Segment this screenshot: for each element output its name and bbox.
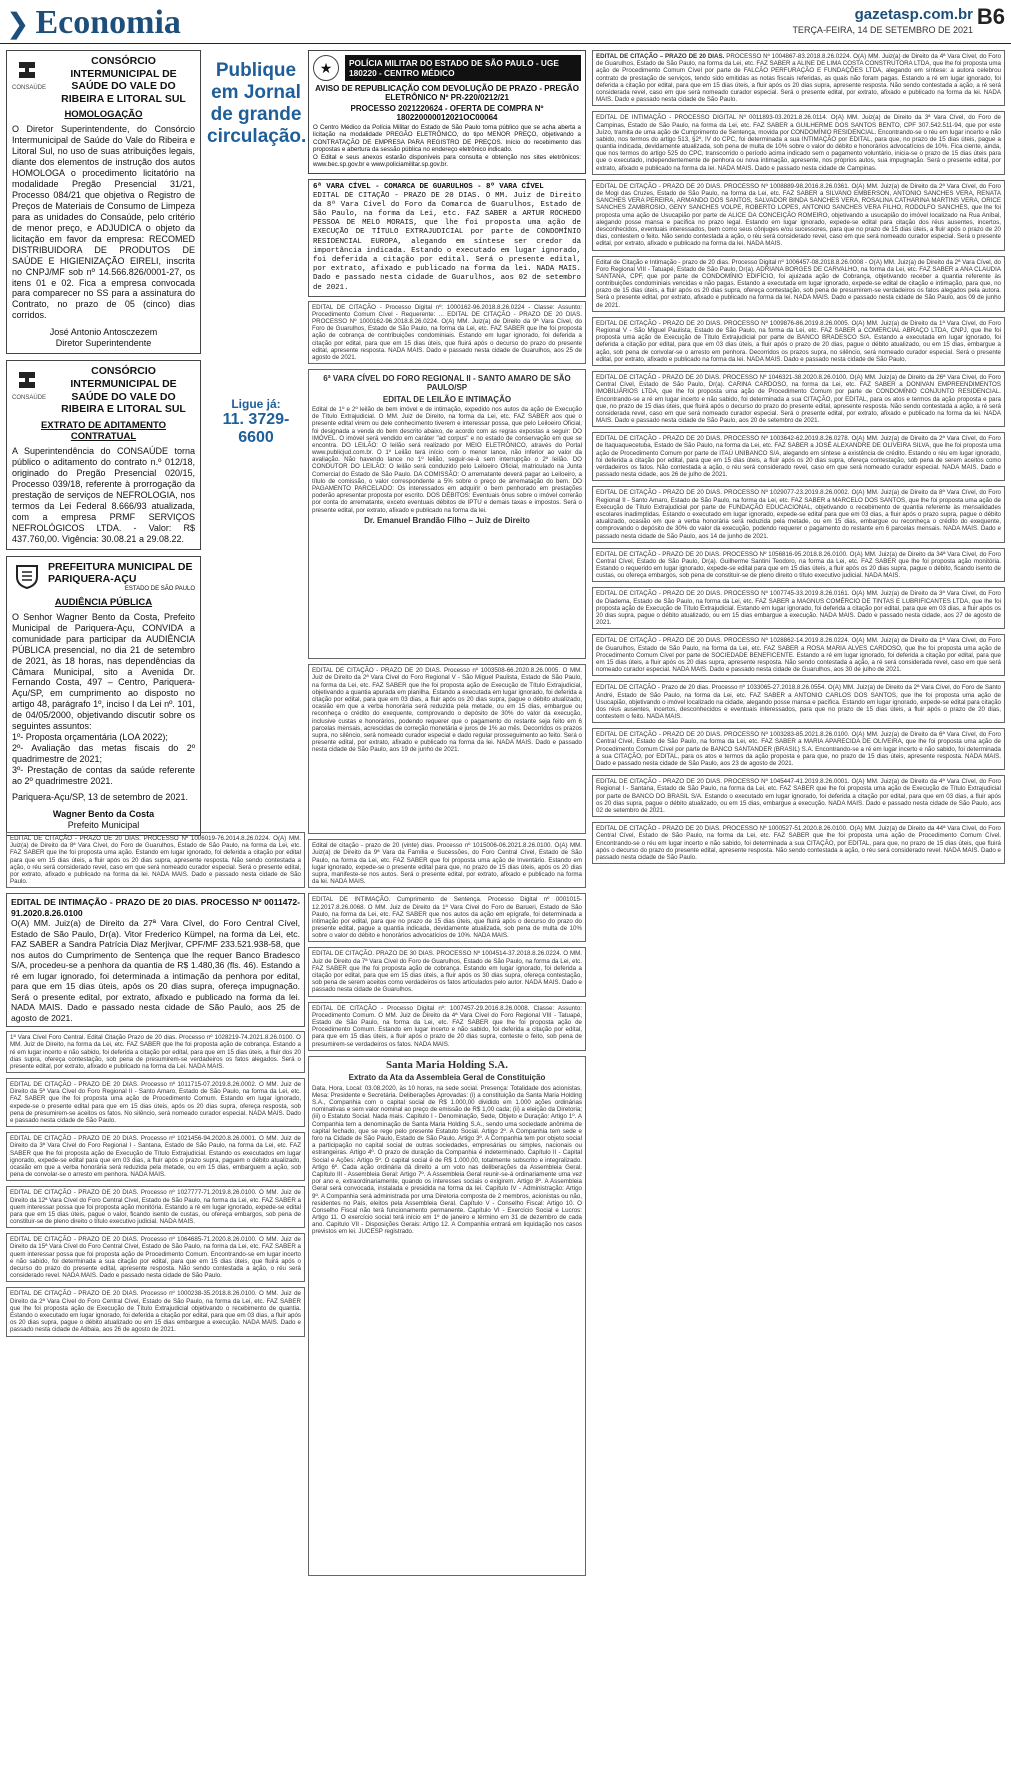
policia-militar-notice	[308, 50, 586, 174]
edital-block: EDITAL DE CITAÇÃO. PRAZO DE 30 DIAS. PROCESSO Nº 1004514-37.2018.8.26.0224. O MM. Juiz de Direito da 7ª Vara Cível do Foro de Guarulhos, Estado de São Paulo, na forma da Lei, etc. FAZ SABER que lhe foi proposta ação de cobrança. Estando em lugar ignorado, foi deferida a citação por edital, para que em 15 dias úteis, a fluir após os 30 dias supra, ofereça contestação, sob pena de serem aceitos como verdadeiros os fatos articulados pelo autor. NADA MAIS. Dado e passado nesta cidade de Guarulhos.	[308, 947, 586, 996]
edital-intimacao-block	[6, 893, 305, 1027]
notice-title: CONSÓRCIO INTERMUNICIPAL DE SAÚDE DO VALE DO RIBEIRA E LITORAL SUL	[61, 365, 186, 416]
notice-title: 6ª VARA CÍVEL - COMARCA DE GUARULHOS - 8º VARA CÍVEL	[313, 182, 544, 191]
edital-block: EDITAL DE CITAÇÃO - Prazo de 20 dias. Processo nº 1033065-27.2018.8.26.0554. O(A) MM. Juiz(a) de Direito da 2ª Vara Cível, do Foro de Santo André, Estado de São Paulo, na forma da Lei, etc. FAZ SABER a ANTONIO CARLOS DOS SANTOS, que lhe foi proposta uma ação de Usucapião, objetivando o imóvel localizado na cidade, alegando posse mansa e pacífica. Estando em lugar ignorado, expede-se edital para citação dos réus ausentes, incertos, desconhecidos e eventuais interessados, para que no prazo de 15 dias úteis, a fluir após o prazo de 20 dias, contestem o feito. NADA MAIS.	[592, 681, 1005, 723]
edital-block: EDITAL DE CITAÇÃO - PRAZO DE 20 DIAS. Processo nº 1021456-94.2020.8.26.0001. O MM. Juiz de Direito da 3ª Vara Cível do Foro Regional I - Santana, Estado de São Paulo, na forma da Lei, etc. FAZ SABER que lhe foi proposta ação de Execução de Título Extrajudicial. Estando os executados em lugar ignorado, expede-se edital para que em 03 dias, a fluir após o prazo supra, paguem o débito atualizado, ocasião em que a verba honorária será reduzida pela metade, ou em 15 dias, embarguem a ação, sob pena de convolar-se o arresto em penhora. NADA MAIS.	[6, 1132, 305, 1181]
signer-role: Diretor Superintendente	[55, 338, 152, 349]
edital-closing: NADA MAIS. Dado e passado nesta cidade de São Paulo	[596, 88, 1001, 104]
section-title	[6, 4, 181, 42]
guarulhos-citacao-notice	[308, 179, 586, 297]
consaude-logo-text: CONSAÚDE	[12, 395, 47, 402]
edital-block: EDITAL DE CITAÇÃO - PRAZO DE 20 DIAS. Processo nº 1027777-71.2019.8.26.0100. O MM. Juiz de Direito da 12ª Vara Cível do Foro Central Cível, Estado de São Paulo, na forma da Lei, etc. FAZ SABER a quem interessar possa que foi proposta ação monitória. Estando a ré em lugar ignorado, expede-se edital para que em 15 dias úteis, pague o valor, ficando isento de custas, ou ofereça embargos, sob pena de constituir-se de pleno direito o título executivo judicial. NADA MAIS.	[6, 1186, 305, 1228]
place-date: Pariquera-Açu/SP, 13 de setembro de 2021.	[12, 792, 188, 803]
edital-block: EDITAL DE CITAÇÃO - PRAZO DE 20 DIAS. PROCESSO Nº 1056816-95.2018.8.26.0100. O(A) MM. Juiz(a) de Direito da 34ª Vara Cível, do Foro Central Cível, Estado de São Paulo, Dr(a). Guilherme Santini Teodoro, na forma da Lei, etc. FAZ SABER que lhe foi proposta ação monitória. Estando o requerido em lugar ignorado, expede-se edital para que em 15 dias úteis, a fluir após os 20 dias supra, pague o débito, ficando isento de custas, ou ofereça embargos, sob pena de constituir-se de pleno direito o título executivo judicial. NADA MAIS.	[592, 548, 1005, 583]
consaude-logo	[12, 55, 195, 105]
page-number: B6	[976, 4, 1005, 29]
consaude-logo-text: CONSAÚDE	[12, 85, 47, 91]
notice-body: Data, Hora, Local: 03.08.2020, às 10 horas, na sede social. Presença: Totalidade dos acionistas. Mesa: Presidente e Secretária. Deliberações Aprovadas: (i) a constituição da Santa Maria Holding S.A., Companhia com o capital social de R$ 1.000,00 dividido em 1.000 ações ordinárias nominativas e sem valor nominal ao preço de emissão de R$ 1,00 cada; (ii) a eleição da Diretoria; (iii) o Estatuto Social. Nada mais. Capítulo I - Denominação, Sede, Objeto e Duração: Artigo 1º. A Companhia tem a denominação de Santa Maria Holding S.A., sendo uma sociedade anônima de capital fechado, que se rege pelo presente Estatuto Social. Artigo 2º. A Companhia tem sede e foro na Cidade de São Paulo, Estado de São Paulo. Artigo 3º. A Companhia tem por objeto social a participação no capital social de outras sociedades, empresárias ou simples, nacionais ou estrangeiras. Artigo 4º. O prazo de duração da Companhia é indeterminado. Capítulo II - Capital Social e Ações: Artigo 5º. O capital social é de R$ 1.000,00, totalmente subscrito e integralizado. Artigo 6º. Cada ação ordinária dá direito a um voto nas deliberações da Assembleia Geral. Capítulo III - Assembleia Geral: Artigo 7º. A Assembleia Geral reunir-se-á ordinariamente uma vez por ano e, extraordinariamente, quando os interesses sociais o exigirem. Artigo 8º. A Assembleia Geral será convocada, instalada e presidida na forma da lei. Capítulo IV - Administração: Artigo 9º. A Companhia será administrada por uma Diretoria composta de 2 membros, acionistas ou não, residentes no País, eleitos pela Assembleia Geral. Capítulo V - Conselho Fiscal: Artigo 10. O Conselho Fiscal não terá funcionamento permanente. Capítulo VI - Exercício Social e Lucros: Artigo 11. O exercício social terá início em 1º de janeiro e término em 31 de dezembro de cada ano. Capítulo VII - Disposições Gerais: Artigo 12. A Companhia entrará em liquidação nos casos previstos em lei. JUCESP registrado.	[312, 1084, 582, 1236]
site-url[interactable]: gazetasp.com.br	[854, 6, 973, 23]
edital-block: EDITAL DE CITAÇÃO - PRAZO DE 20 DIAS. Processo nº 1011715-07.2019.8.26.0002. O MM. Juiz de Direito da 5ª Vara Cível do Foro Regional II - Santo Amaro, Estado de São Paulo, na forma da Lei, etc. FAZ SABER que lhe foi proposta uma ação de Procedimento Comum. Estando em lugar ignorado, expede-se o presente edital para que em 15 dias úteis, após os 20 dias supra, ofereça resposta, sob pena de presumirem-se aceitos os fatos. No silêncio, será nomeado curador especial. NADA MAIS. Dado e passado nesta cidade de São Paulo.	[6, 1078, 305, 1127]
notice-body: O Senhor Wagner Bento da Costa, Prefeito Municipal de Pariquera-Açu, CONVIDA a comunidade para participar da AUDIÊNCIA PÚBLICA presencial, no dia 21 de setembro de 2021, às 18 horas, nas dependências da Câmara Municipal, sito a Avenida Dr. Fernando Costa, 497 – Centro, Pariquera-Açu/SP, em cumprimento ao disposto no artigo 48, parágrafo 1º, inciso I da Lei nº. 101, de 04/05/2000, objetivando discutir sobre os seguintes assuntos:	[12, 611, 195, 732]
phone-label: Ligue já:	[231, 397, 281, 412]
edital-block: EDITAL DE CITAÇÃO - PRAZO DE 20 DIAS. PROCESSO Nº 1008889-98.2016.8.26.0361. O(A) MM. Juiz(a) de Direito da 2ª Vara Cível, do Foro de Mogi das Cruzes, Estado de São Paulo, na forma da Lei, etc. FAZ SABER a SILVANO EMBERSON, ANTONIO SANCHES VERA, RENATA SANCHES VERA PEREIRA, ARMANDO DOS SANTOS, SALVADOR BINDA SANCHES VERA, ROSALINA CATHARINA MARTINS VERA, ORICE SANCHES ZAMBROSIO, GENY SANCHES VOLPE, ROBERTO LOPES, ANTONIO SANCHES VERA FILHO, RODOLFO SANCHES, que lhe foi proposta uma ação de Usucapião por parte de ALICE DA CONCEIÇÃO ROMEIRO, objetivando a usucapião do imóvel localizado na Rua Aníbal, alegando posse mansa e pacífica no prazo legal. Estando em lugar ignorado, expede-se edital para citação dos réus ausentes, incertos, desconhecidos, eventuais interessados, bem como seus cônjuges e/ou sucessores, para que no prazo de 15 dias úteis, a fluir após o prazo de 20 dias, contestem o feito. Não sendo contestada a ação, o réu será considerado revel, caso em que será nomeado curador especial. Será o presente edital, por extrato, afixado e publicado na forma da lei. NADA MAIS.	[592, 180, 1005, 251]
municipal-crest-icon	[12, 561, 42, 591]
pariquera-logo	[12, 561, 195, 594]
notice-heading: AUDIÊNCIA PÚBLICA	[54, 597, 153, 609]
notice-subtitle: Extrato da Ata da Assembleia Geral de Constituição	[348, 1073, 546, 1083]
edital-body: O(A) MM. Juiz(a) de Direito da 27ª Vara Cível, do Foro Central Cível, Estado de São Paulo, Dr(a). Vitor Frederico Kümpel, na forma da Lei, etc. FAZ SABER a Sandra Patrícia Diaz Merjivar, CPF/MF 233.521.938-58, que nos autos do Cumprimento de Sentença que lhe requer Banco Bradesco S/A, procedeu-se a penhora da quantia de R$ 1.480,36 (fls. 46). Estando a ré em lugar ignorado, foi determinada a intimação da penhora por edital, para que em 15 dias úteis, após os 20 dias supra, ofereça impugnação. Será o presente edital, por extrato, afixado e publicado na forma da lei. NADA MAIS. Dado e passado nesta cidade de São Paulo, aos 25 de agosto de 2021.	[11, 918, 300, 1023]
edital-block: EDITAL DE INTIMAÇÃO - PROCESSO DIGITAL Nº 0011893-03.2021.8.26.0114. O(A) MM. Juiz(a) de Direito da 3ª Vara Cível, do Foro de Campinas, Estado de São Paulo, na forma da Lei, etc. FAZ SABER a GUILHERME DOS SANTOS BENTO, CPF 307.542.511-94, que por este Juízo, tramita de uma ação de Cumprimento de Sentença, movida por CONDOMÍNIO RESIDENCIAL. Encontrando-se o réu em lugar incerto e não sabido, nos termos do artigo 513, §2º, IV do CPC, foi determinada a sua INTIMAÇÃO por EDITAL, para que, no prazo de 15 dias úteis, pague a quantia indicada, devidamente atualizada, sob pena de multa de 10% sobre o valor do débito e honorários advocatícios de 10%. Fica ciente, ainda, que nos termos do artigo 525 do CPC, transcorrido o período acima indicado sem o pagamento voluntário, inicia-se o prazo de 15 dias úteis para que o executado, independentemente de penhora ou nova intimação, apresente, nos próprios autos, sua impugnação. Será o presente edital, por extrato, afixado e publicado na forma da lei. NADA MAIS. Dado e passado nesta cidade de Campinas.	[592, 111, 1005, 175]
edital-block: EDITAL DE CITAÇÃO - PRAZO DE 20 DIAS. Processo nº 1003508-66.2020.8.26.0005. O MM. Juiz de Direito da 2ª Vara Cível do Foro Regional V - São Miguel Paulista, Estado de São Paulo, na forma da Lei, etc. FAZ SABER que lhe foi proposta ação de Execução de Título Extrajudicial, objetivando a quantia apurada em planilha. Estando a executada em lugar ignorado, foi deferida a citação por edital, para que em 03 dias, a fluir após os 20 dias supra, pague o débito atualizado, ocasião em que a verba honorária será reduzida pela metade, ou em 15 dias, embargue ou reconheça o crédito do exequente, comprovando o depósito de 30% do valor da execução, inclusive custas e honorários, podendo requerer que o pagamento do restante seja feito em 6 parcelas mensais, acrescidas de correção monetária e juros de 1% ao mês. Decorridos os prazos supra, no silêncio, será nomeado curador especial e dado regular prosseguimento ao feito. Será o presente edital, por extrato, afixado e publicado na forma da lei. NADA MAIS. Dado e passado nesta cidade de São Paulo, aos 19 de junho de 2021.	[308, 664, 586, 834]
advertisement-text: Publique em Jornal de grande circulação.	[207, 60, 307, 147]
agenda-item: 3º- Prestação de contas da saúde referente ao 2º quadrimestre 2021.	[12, 765, 195, 787]
middle-column	[308, 50, 586, 1780]
consaude-aditamento-notice	[6, 360, 201, 549]
consaude-logo	[12, 365, 195, 415]
edital-block: Edital de citação - prazo de 20 (vinte) dias. Processo nº 1015006-06.2021.8.26.0100. O(A) MM. Juiz(a) de Direito da 9ª Vara da Família e Sucessões, do Foro Central Cível, Estado de São Paulo, na forma da Lei, etc. FAZ SABER que foi proposta uma ação de Inventário. Estando em lugar ignorado, expede-se o presente edital para que, no prazo de 15 dias úteis, após os 20 dias supra, manifeste-se nos autos. Será o presente edital, por extrato, afixado e publicado na forma da lei. NADA MAIS.	[308, 839, 586, 888]
notice-body: EDITAL DE CITAÇÃO - PRAZO DE 20 DIAS. O MM. Juiz de Direito da 8ª Vara Cível do Foro da Comarca de Guarulhos, Estado de São Paulo, na forma da Lei, etc. FAZ SABER a ARTUR ROCHEDO PESSOA DE MELO MORAIS, que lhe foi proposta uma ação de EXECUÇÃO DE TÍTULO EXTRAJUDICIAL por parte de CONDOMÍNIO RESIDENCIAL EUROPA, alegando em síntese ser credor da importância indicada. Estando o executado em lugar ignorado, foi deferida a citação por edital. Será o presente edital, por extrato, afixado e publicado na forma da lei. NADA MAIS. Dado e passado nesta cidade de Guarulhos, aos 02 de setembro de 2021.	[313, 191, 581, 292]
consaude-emblem-icon	[12, 55, 42, 85]
notice-heading: EXTRATO DE ADITAMENTO CONTRATUAL	[40, 419, 167, 443]
signer-name: José Antonio Antosczezem	[49, 327, 158, 338]
leilao-title: 6ª VARA CÍVEL DO FORO REGIONAL II - SANTO AMARO DE SÃO PAULO/SP	[323, 374, 571, 393]
advertisement-phone[interactable]	[207, 397, 305, 447]
left-column	[6, 50, 201, 831]
right-column	[592, 50, 1005, 1780]
edital-block: EDITAL DE CITAÇÃO - PRAZO DE 20 DIAS. Processo nº 1000238-35.2018.8.26.0100. O MM. Juiz de Direito da 2ª Vara Cível do Foro Central Cível, Estado de São Paulo, na forma da Lei, etc. FAZ SABER que lhe foi proposta ação de Execução de Título Extrajudicial objetivando o recebimento de quantia. Estando o executado em lugar ignorado, foi deferida a citação por edital, para que em 03 dias, a fluir após os 20 dias supra, pague o débito atualizado ou em 15 dias embargue a execução. NADA MAIS. Dado e passado nesta cidade de Atibaia, aos 26 de agosto de 2021.	[6, 1287, 305, 1336]
santa-maria-holding-notice	[308, 1056, 586, 1576]
consaude-emblem-icon	[12, 365, 42, 395]
agenda-item: 2º- Avaliação das metas fiscais do 2º quadrimestre de 2021;	[12, 743, 195, 765]
pm-process: PROCESSO 2021220624 - OFERTA DE COMPRA Nº 180220000012021OC00064	[350, 104, 544, 122]
police-crest-icon: ★	[313, 55, 339, 81]
consaude-homologacao-notice	[6, 50, 201, 354]
edital-block: EDITAL DE CITAÇÃO - PRAZO DE 20 DIAS. PROCESSO Nº 1007745-33.2019.8.26.0161. O(A) MM. Juiz(a) de Direito da 3ª Vara Cível, do Foro de Diadema, Estado de São Paulo, na forma da Lei, etc. FAZ SABER a MAGNUS COMÉRCIO DE TINTAS E LUBRIFICANTES LTDA, que lhe foi proposta ação de Execução de Título Extrajudicial. Estando em lugar ignorado, foi deferida a citação por edital, para que em 03 dias, a fluir após os 20 dias supra, pague o débito atualizado, ou em 15 dias embargue a execução. NADA MAIS. Dado e passado nesta cidade, aos 27 de agosto de 2021.	[592, 587, 1005, 629]
pariquera-audiencia-notice	[6, 556, 201, 836]
notice-body: O Diretor Superintendente, do Consórcio Intermunicipal de Saúde do Vale do Ribeira e Litoral Sul, no uso de suas atribuições legais, diante dos elementos de instrução dos autos HOMOLOGA o procedimento licitatório na modalidade Pregão Presencial 31/21, Processo 084/21 que objetiva o Registro de Preços de Materiais de Consumo de Limpeza para as unidades do Consaúde, pelo critério de menor preço, e ADJUDICA o objeto da licitação em favor da empresa: RECOMED DISTRIBUIDORA DE PRODUTOS DE SAÚDE E HIGIENIZAÇÃO EIRELI, inscrita no CNPJ/MF sob nº 14.566.826/0001-27, os itens 01 e 02. Fica a empresa convocada para comparecer no SS para a assinatura do Contrato, no prazo de 05 (cinco) dias corridos.	[12, 123, 195, 321]
leilao-notice	[308, 369, 586, 659]
edital-block: 1ª Vara Cível Foro Central. Edital Citação Prazo de 20 dias. Processo nº 1028219-74.2021.8.26.0100. O MM. Juiz de Direito, na forma da Lei, etc. FAZ SABER que lhe foi proposta ação de cobrança. Estando a ré em lugar incerto e não sabido, foi deferida a citação por edital, para que em 15 dias úteis, a fluir dos 20 dias supra, ofereça contestação, sob pena de presumirem-se verdadeiros os fatos alegados. Será o presente edital, por extrato, afixado e publicado na forma da Lei. NADA MAIS.	[6, 1031, 305, 1073]
state-label: ESTADO DE SÃO PAULO	[124, 585, 195, 592]
edital-citacao-block: EDITAL DE CITAÇÃO - PRAZO DE 20 DIAS. PROCESSO Nº 1006019-76.2014.8.26.0224. O(A) MM. Juiz(a) de Direito da 8ª Vara Cível, do Foro de Guarulhos, Estado de São Paulo, na forma da Lei, etc. FAZ SABER que lhe foi proposta uma ação. Estando em lugar ignorado, foi deferida a citação por edital para que em 15 dias úteis, a fluir após os 20 dias supra, apresente resposta. Não sendo contestada a ação, o réu será considerado revel, caso em que será nomeado curador especial. Será o presente edital, por extrato, afixado e publicado na forma da lei. NADA MAIS. Dado e passado nesta cidade de São Paulo.	[6, 832, 305, 888]
pm-header	[313, 55, 581, 81]
agenda-item: 1º- Proposta orçamentária (LOA 2022);	[12, 732, 168, 743]
chevron-right-icon: ❯	[6, 6, 30, 40]
pm-body-fixed: O Centro Médico da Polícia Militar do Estado de São Paulo torna público que se acha aberta a licitação na modalidade PREGÃO ELETRÔNICO, do tipo MENOR PREÇO, objetivando a CONTRATAÇÃO DE EMPRESA PARA REGISTRO DE PREÇOS. Início do recebimento das propostas e abertura da sessão pública no endereço eletrônico indicado.	[313, 124, 581, 154]
pm-subtitle: AVISO DE REPUBLICAÇÃO COM DEVOLUÇÃO DE PRAZO - PREGÃO ELETRÔNICO Nº PR-220/0212/21	[315, 84, 579, 102]
notice-heading: HOMOLOGAÇÃO	[64, 109, 143, 121]
edital-block: EDITAL DE CITAÇÃO - PRAZO DE 20 DIAS. PROCESSO Nº 1009876-86.2019.8.26.0005. O(A) MM. Juiz(a) de Direito da 1ª Vara Cível, do Foro Regional V - São Miguel Paulista, Estado de São Paulo, na forma da Lei, etc. FAZ SABER a COMERCIAL ABRAÇO LTDA, CNPJ, que lhe foi proposta uma ação de Execução de Título Extrajudicial por parte de BANCO BRADESCO S/A. Estando a executada em lugar ignorado, foi deferida a citação por edital, para que em 03 dias úteis, a fluir após o prazo de 20 dias, pague o débito atualizado, ou em 15 dias, embargue a ação, sob pena de convolar-se o arresto em penhora. Decorridos os prazos supra, no silêncio, será nomeado curador especial. Será o presente edital, por extrato, afixado e publicado na forma da lei. NADA MAIS. Dado e passado nesta cidade de São Paulo.	[592, 317, 1005, 366]
edital-block: EDITAL DE CITAÇÃO - PRAZO DE 20 DIAS. PROCESSO Nº 1000527-51.2020.8.26.0100. O(A) MM. Juiz(a) de Direito da 44ª Vara Cível, do Foro Central Cível, Estado de São Paulo, na forma da Lei, etc. FAZ SABER que lhe foi proposta uma ação de Procedimento Comum Cível. Encontrando-se o réu em lugar incerto e não sabido, foi determinada a sua CITAÇÃO, por EDITAL, para que, no prazo de 15 dias úteis, que fluirá após o decurso do prazo do presente edital, apresente resposta. Não sendo contestada a ação, o réu será considerado revel. NADA MAIS. Dado e passado nesta cidade de São Paulo.	[592, 822, 1005, 864]
notice-body: A Superintendência do CONSAÚDE torna público o aditamento do contrato n.º 012/18, originado do Pregão Presencial 020/15, Processo 039/18, referente à prorrogação da prestação de serviços de NEFROLOGIA, nos termos da Lei Federal 8.666/93 atualizada, com a empresa PRMF SERVIÇOS NEFROLÓGICOS LTDA. - Valor: R$ 437.760,00. Vigência: 30.08.21 a 29.08.22.	[12, 445, 195, 544]
pm-body: O Edital e seus anexos estarão disponíveis para consulta e obtenção nos sites eletrônicos: www.bec.sp.gov.br e www.policiamilitar.sp.gov.br.	[313, 153, 581, 169]
page-header	[0, 0, 1011, 44]
edital-block: EDITAL DE CITAÇÃO - PRAZO DE 20 DIAS. PROCESSO Nº 1029077-23.2019.8.26.0002. O(A) MM. Juiz(a) de Direito da 8ª Vara Cível, do Foro Regional II - Santo Amaro, Estado de São Paulo, na forma da Lei, etc. FAZ SABER a MARCELO DOS SANTOS, que lhe foi proposta uma ação de Execução de Título Extrajudicial por parte de FUNDAÇÃO EDUCACIONAL, objetivando o recebimento de quantia referente às mensalidades escolares inadimplidas. Estando o executado em lugar ignorado, expede-se edital para que em 03 dias, a fluir após o prazo supra, pague o débito atualizado, ocasião em que a verba honorária será reduzida pela metade, ou em 15 dias, embargue ou reconheça o crédito do exequente, comprovando o depósito de 30% do valor da execução, podendo requerer o pagamento do restante em 6 parcelas mensais. NADA MAIS. Dado e passado nesta cidade de São Paulo, aos 14 de junho de 2021.	[592, 486, 1005, 542]
edital-block: EDITAL DE CITAÇÃO - PRAZO DE 20 DIAS. PROCESSO Nº 1028862-14.2019.8.26.0224. O(A) MM. Juiz(a) de Direito da 1ª Vara Cível, do Foro de Guarulhos, Estado de São Paulo, na forma da Lei, etc. FAZ SABER a ROSA MARIA ALVES CARDOSO, que lhe foi proposta uma ação de Procedimento Comum Cível por parte de SOCIEDADE BENEFICENTE. Estando a ré em lugar ignorado, foi deferida a citação por edital, para que em 15 dias úteis, a fluir após os 20 dias supra, apresente resposta. Não sendo contestada a ação, a ré será considerada revel, caso em que será nomeado curador especial. NADA MAIS. Dado e passado nesta cidade de Guarulhos, aos 30 de julho de 2021.	[592, 634, 1005, 676]
edition-date: TERÇA-FEIRA, 14 DE SETEMBRO DE 2021	[792, 25, 973, 35]
ad-column	[207, 50, 305, 610]
edital-block: EDITAL DE CITAÇÃO - Processo Digital nº: 1007457-29.2016.8.26.0008. Classe: Assunto: Procedimento Comum. O MM. Juiz de Direito da 4ª Vara Cível do Foro Regional VIII - Tatuapé, Estado de São Paulo, na forma da Lei, etc. FAZ SABER que lhe foi proposta ação de Procedimento Comum. Estando em lugar incerto e não sabido, foi deferida a citação por edital, para que em 15 dias úteis, a fluir após o prazo de 20 dias supra, conteste o feito, sob pena de presumirem-se verdadeiros os fatos. NADA MAIS.	[308, 1002, 586, 1051]
notice-title: CONSÓRCIO INTERMUNICIPAL DE SAÚDE DO VALE DO RIBEIRA E LITORAL SUL	[61, 55, 186, 105]
edital-block: EDITAL DE CITAÇÃO – PRAZO DE 20 DIAS. PROCESSO Nº 1004867-83.2018.8.26.0224. O(A) MM. Juiz(a) de Direito da 4ª Vara Cível, do Foro de Guarulhos, Estado de São Paulo, na forma da Lei, etc. FAZ SABER a ALINE DE LIMA COSTA CONSTRUTORA LTDA, que lhe foi proposta uma ação de Procedimento Comum Cível por parte de FALCÃO PERFURAÇÃO E FUNDAÇÕES LTDA, alegando em síntese: a autora celebrou contrato de prestação de serviços, tendo sido emitidas as notas fiscais referidas, as quais não foram pagas. Estando a ré em lugar ignorado, foi deferida a citação por edital, para que em 15 dias úteis, a fluir após os 20 dias supra, apresente resposta. Não sendo contestada a ação, a ré será considerada revel, caso em que será nomeado curador especial. Será o presente edital, por extrato, afixado e publicado na forma da lei. NADA MAIS. Dado e passado nesta cidade de São Paulo.	[592, 50, 1005, 106]
edital-block: EDITAL DE CITAÇÃO - PRAZO DE 20 DIAS. PROCESSO Nº 1003642-62.2019.8.26.0278. O(A) MM. Juiz(a) de Direito da 2ª Vara Cível, do Foro de Itaquaquecetuba, Estado de São Paulo, na forma da Lei, etc. FAZ SABER a JOSÉ ALEXANDRE DE OLIVEIRA SILVA, que lhe foi proposta uma ação de Procedimento Comum por parte de ITAÚ UNIBANCO S/A, alegando em síntese a existência de crédito. Estando o réu em lugar ignorado, foi deferida a citação por edital, para que em 15 dias úteis, a fluir após os 20 dias supra, ofereça contestação, sob pena de serem aceitos como verdadeiros os fatos. Não contestada a ação, o réu será considerado revel, caso em que será nomeado curador especial. NADA MAIS. Dado e passado nesta cidade, aos 26 de julho de 2021.	[592, 432, 1005, 481]
leilao-signer: Dr. Emanuel Brandão Filho – Juiz de Direito	[364, 515, 530, 525]
phone-number[interactable]: 11. 3729-6600	[222, 411, 290, 447]
signer-role: Prefeito Municipal	[67, 820, 140, 831]
edital-header: EDITAL DE INTIMAÇÃO - PRAZO DE 20 DIAS. PROCESSO Nº 0011472-91.2020.8.26.0100	[11, 897, 300, 918]
edital-block: EDITAL DE CITAÇÃO - PRAZO DE 20 DIAS. PROCESSO Nº 1046321-38.2020.8.26.0100. O(A) MM. Juiz(a) de Direito da 26ª Vara Cível, do Foro Central Cível, Estado de São Paulo, Dr(a). CARINA CARDOSO, na forma da Lei, etc. FAZ SABER a DONIVAN EMPREENDIMENTOS IMOBILIÁRIOS LTDA, que lhe foi proposta uma ação de Procedimento Comum por parte de CONDOMÍNIO CONJUNTO RESIDENCIAL. Encontrando-se a ré em lugar incerto e não sabido, foi determinada a sua CITAÇÃO, por EDITAL, para os atos e termos da ação proposta e para que, no prazo de 15 dias úteis, que fluirá após o decurso do prazo do presente edital, apresente resposta. Não sendo contestada a ação, a ré será considerada revel, caso em que será nomeado curador especial. Será o presente edital, por extrato, afixado e publicado na forma da lei. NADA MAIS. Dado e passado nesta cidade de São Paulo, aos 20 de setembro de 2021.	[592, 371, 1005, 427]
notice-title: PREFEITURA MUNICIPAL DE PARIQUERA-AÇU	[48, 560, 193, 586]
section-label: Economia	[35, 4, 181, 41]
leilao-body: Edital de 1º e 2º leilão de bem imóvel e de intimação, expedido nos autos da ação de Execução de Título Extrajudicial. O MM. Juiz de Direito, na forma da Lei, etc. FAZ SABER aos que o presente edital virem ou dele conhecimento tiverem e interessar possa, que pelo Leiloeiro Oficial, foi designada a venda do bem descrito abaixo, de acordo com as regras expostas a seguir: DO IMÓVEL. O imóvel será vendido em caráter "ad corpus" e no estado de conservação em que se encontra. DO LEILÃO: O leilão será realizado por MEIO ELETRÔNICO, através do Portal www.publicjud.com.br. O 1º Leilão terá início com o menor lance, não inferior ao valor da avaliação. Não havendo lance no 1º leilão, seguir-se-á sem interrupção o 2º leilão. DO CONDUTOR DO LEILÃO: O leilão será conduzido pelo Leiloeiro Oficial, matriculado na Junta Comercial do Estado de São Paulo. DA COMISSÃO: O arrematante deverá pagar ao Leiloeiro, a título de comissão, o valor correspondente a 5% sobre o preço de arrematação do bem. DO PAGAMENTO PARCELADO: Os interessados em adquirir o bem penhorado em prestações poderão apresentar proposta por escrito. DOS DÉBITOS: Eventuais ônus sobre o imóvel correrão por conta do arrematante, exceto eventuais débitos de IPTU e demais taxas e impostos. Será o presente edital, por extrato, afixado e publicado na forma da lei.	[312, 405, 582, 514]
edital-block: EDITAL DE CITAÇÃO - PRAZO DE 20 DIAS. PROCESSO Nº 1003283-85.2021.8.26.0100. O(A) MM. Juiz(a) de Direito da 6ª Vara Cível, do Foro Central Cível, Estado de São Paulo, na forma da Lei, etc. FAZ SABER a MARIA APARECIDA DE OLIVEIRA, que lhe foi proposta uma ação de Procedimento Comum Cível por parte de BANCO SANTANDER (BRASIL) S.A. Encontrando-se a ré em lugar incerto e não sabido, foi determinada a sua CITAÇÃO, por EDITAL, para os atos e termos da ação proposta e para que, no prazo de 15 dias úteis, apresente resposta. NADA MAIS. Dado e passado nesta cidade de São Paulo, aos 23 de agosto de 2021.	[592, 728, 1005, 770]
edital-prefix: EDITAL DE CITAÇÃO – PRAZO DE 20 DIAS.	[596, 53, 725, 60]
leilao-subtitle: EDITAL DE LEILÃO E INTIMAÇÃO	[382, 394, 512, 404]
edital-block: EDITAL DE CITAÇÃO - Processo Digital nº: 1000162-96.2018.8.26.0224 - Classe: Assunto: Procedimento Comum Cível - Requerente: ... EDITAL DE CITAÇÃO - PRAZO DE 20 DIAS. PROCESSO Nº 1000162-96.2018.8.26.0224. O(A) MM. Juiz(a) de Direito da 9ª Vara Cível, do Foro de Guarulhos, Estado de São Paulo, na forma da Lei, etc. FAZ SABER que lhe foi proposta ação de cobrança de contribuições condominiais. Estando em lugar ignorado, foi deferida a citação por edital, para que em 15 dias úteis, que fluirá após o decurso do prazo do presente edital, apresente resposta. NADA MAIS. Dado e passado nesta cidade de Guarulhos, aos 25 de agosto de 2021.	[308, 301, 586, 365]
signer-name: Wagner Bento da Costa	[52, 809, 155, 820]
edital-block: EDITAL DE CITAÇÃO - PRAZO DE 20 DIAS. PROCESSO Nº 1045447-41.2019.8.26.0001. O(A) MM. Juiz(a) de Direito da 4ª Vara Cível, do Foro Regional I - Santana, Estado de São Paulo, na forma da Lei, etc. FAZ SABER que lhe foi proposta uma ação de Execução de Título Extrajudicial por parte de BANCO DO BRASIL S/A. Estando o executado em lugar ignorado, foi deferida a citação por edital, para que em 03 dias, a fluir após os 20 dias supra, pague o débito atualizado, ou em 15 dias, embargue a execução. NADA MAIS. Dado e passado nesta cidade de São Paulo, aos 02 de setembro de 2021.	[592, 775, 1005, 817]
lower-left-notices	[6, 832, 305, 1780]
edital-block: EDITAL DE INTIMAÇÃO. Cumprimento de Sentença. Processo Digital nº 0001015-12.2017.8.26.0068. O MM. Juiz de Direito da 1ª Vara Cível do Foro de Barueri, Estado de São Paulo, na forma da Lei, etc. FAZ SABER que nos autos da ação em epígrafe, foi determinada a intimação por edital, para que no prazo de 15 dias úteis, que fluirá após o decurso do prazo do presente edital, pague a quantia indicada, devidamente atualizada, sob pena de multa de 10% sobre o valor do débito e honorários advocatícios de 10%. NADA MAIS.	[308, 893, 586, 942]
edital-block: EDITAL DE CITAÇÃO - PRAZO DE 20 DIAS. Processo nº 1064685-71.2020.8.26.0100. O MM. Juiz de Direito da 15ª Vara Cível do Foro Central Cível, Estado de São Paulo, na forma da Lei, etc. FAZ SABER a quem interessar possa que foi proposta ação de Procedimento Comum. Encontrando-se em lugar incerto e não sabido, foi determinada a sua citação por edital, para que em 15 dias úteis, que fluirá após o decurso do prazo do presente edital, apresente resposta. Não sendo contestada a ação, o réu será considerado revel. NADA MAIS. Dado e passado nesta cidade de São Paulo.	[6, 1233, 305, 1282]
edital-block: Edital de Citação e Intimação - prazo de 20 dias. Processo Digital nº 1006457-08.2018.8.26.0008 - O(A) MM. Juiz(a) de Direito da 2ª Vara Cível, do Foro Regional VIII - Tatuapé, Estado de São Paulo, Dr(a). ADRIANA BORGES DE CARVALHO, na forma da Lei, etc. FAZ SABER a ANA CLAUDIA SANTANA, CPF, que por parte de CONDOMÍNIO EDIFÍCIO, foi ajuizada ação de Cobrança, objetivando receber a quantia referente às contribuições condominiais vencidas e não pagas. Estando a executada em lugar ignorado, expede-se edital de citação e intimação, para que, no prazo de 15 dias úteis, a fluir após os 20 dias supra, ofereça contestação, sob pena de presumirem-se verdadeiros os fatos alegados pela autora. Será o presente edital, por extrato, afixado e publicado na forma da lei. NADA MAIS. Dado e passado nesta cidade de São Paulo, aos 09 de junho de 2021.	[592, 256, 1005, 312]
company-name: Santa Maria Holding S.A.	[386, 1058, 508, 1071]
pm-title: POLÍCIA MILITAR DO ESTADO DE SÃO PAULO - UGE 180220 - CENTRO MÉDICO	[345, 55, 581, 81]
